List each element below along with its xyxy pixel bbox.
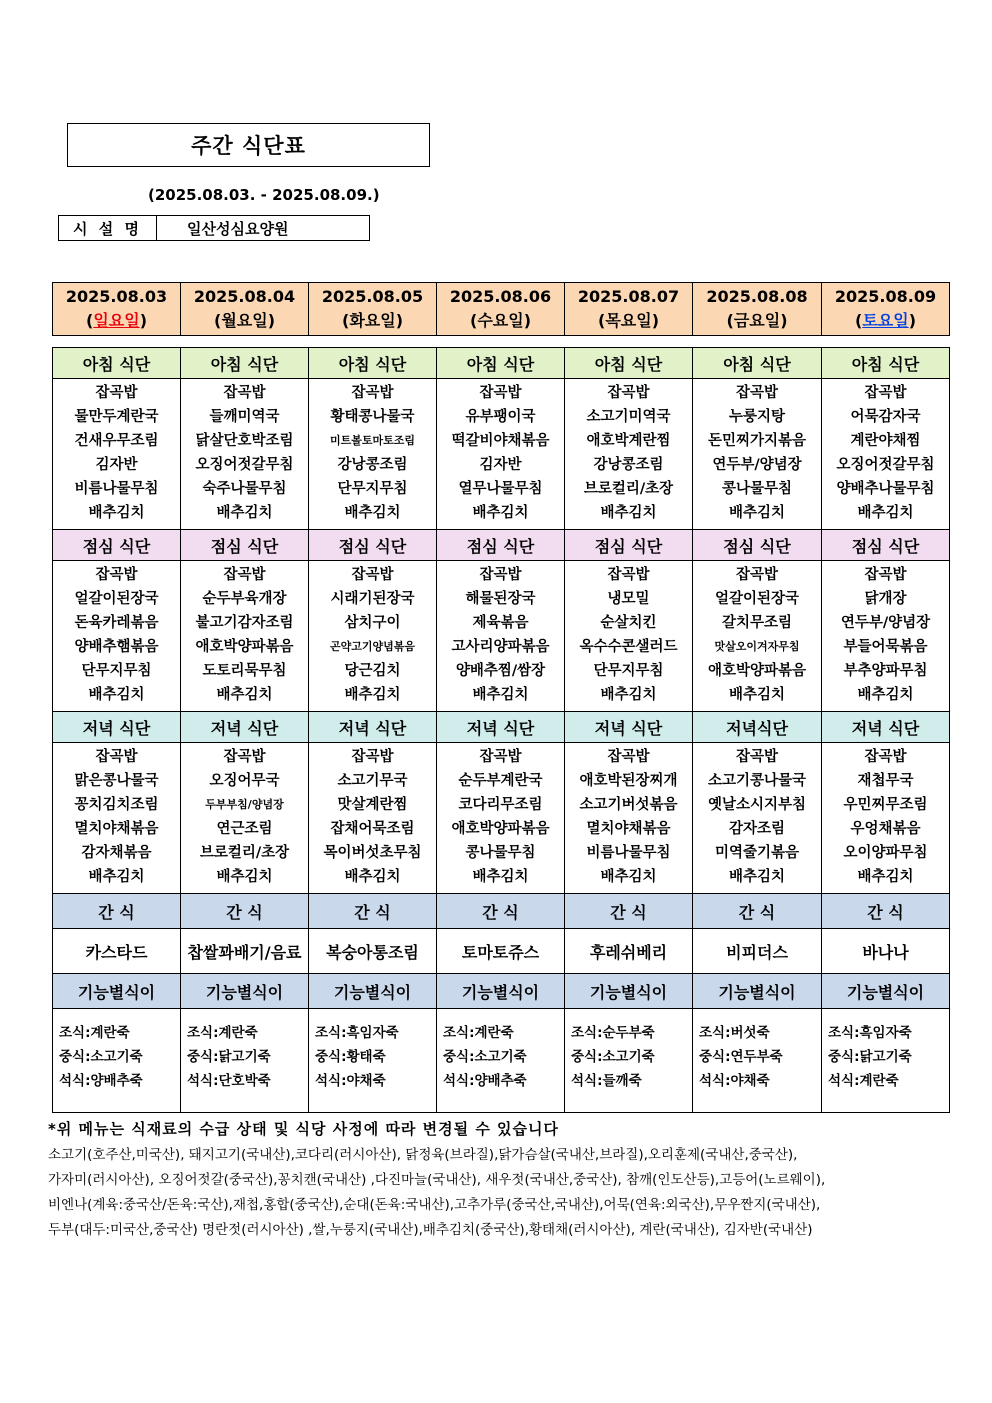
functional-item: 중식:소고기죽	[443, 1049, 527, 1065]
menu-item: 삼치구이	[344, 615, 401, 631]
weekday-text: 월요일	[221, 311, 268, 330]
functional-item: 조식:흑임자죽	[828, 1025, 912, 1041]
lunch-header-row	[53, 530, 950, 561]
menu-item: 배추김치	[216, 505, 273, 521]
functional-cell	[309, 1009, 437, 1113]
date-cell: 2025.08.06 (수요일)	[437, 283, 565, 336]
menu-item: 잡곡밥	[735, 567, 779, 583]
functional-item: 중식:닭고기죽	[187, 1049, 271, 1065]
menu-item: 배추김치	[472, 505, 529, 521]
menu-item: 배추김치	[728, 687, 786, 703]
menu-item: 애호박된장찌개	[579, 773, 678, 789]
functional-item: 조식:흑임자죽	[315, 1025, 399, 1041]
menu-item: 미역줄기볶음	[714, 845, 800, 861]
menu-item: 우민찌무조림	[843, 797, 928, 813]
menu-item: 꽁치김치조림	[74, 797, 159, 813]
menu-item: 배추김치	[600, 869, 657, 885]
menu-item: 배추김치	[600, 505, 657, 521]
functional-item: 중식:소고기죽	[59, 1049, 143, 1065]
menu-item: 당근김치	[344, 663, 401, 679]
origin-line: 소고기(호주산,미국산), 돼지고기(국내산),코다리(러시아산), 닭정육(브라질),닭가슴살(국내산,브라질),오리훈제(국내산,중국산),	[48, 1147, 798, 1163]
lunch-menu-cell	[309, 561, 437, 712]
dinner-header: 저녁 식단	[437, 712, 565, 743]
period-label: (2025.08.03. - 2025.08.09.)	[148, 186, 380, 204]
menu-item: 옥수수콘샐러드	[579, 639, 678, 655]
menu-item: 계란야채찜	[850, 433, 921, 449]
breakfast-menu-row	[53, 379, 950, 530]
menu-item: 배추김치	[472, 687, 529, 703]
dinner-menu-cell	[437, 743, 565, 894]
menu-item: 해물된장국	[465, 591, 536, 607]
menu-item: 두부부침/양념장	[205, 798, 284, 811]
menu-item: 재첩무국	[857, 773, 914, 789]
menu-item: 양배추찜/쌈장	[455, 663, 546, 679]
menu-item: 고사리양파볶음	[451, 639, 550, 655]
menu-item: 열무나물무침	[458, 481, 543, 497]
menu-item: 잡곡밥	[864, 749, 907, 765]
menu-item: 돈민찌가지볶음	[707, 433, 807, 449]
breakfast-header: 아침 식단	[437, 348, 565, 379]
date-cell: 2025.08.07 (목요일)	[565, 283, 693, 336]
snack-header: 간 식	[309, 894, 437, 929]
menu-item: 단무지무침	[337, 481, 408, 497]
functional-item: 조식:계란죽	[187, 1025, 258, 1041]
lunch-header: 점심 식단	[181, 530, 309, 561]
menu-item: 갈치무조림	[721, 615, 793, 631]
menu-item: 소고기무국	[337, 773, 408, 789]
snack-header: 간 식	[53, 894, 181, 929]
functional-cell	[693, 1009, 822, 1113]
menu-item: 불고기감자조림	[195, 615, 294, 631]
dinner-menu-cell	[53, 743, 181, 894]
lunch-header: 점심 식단	[565, 530, 693, 561]
functional-cell	[565, 1009, 693, 1113]
weekday-text: 금요일	[733, 311, 781, 330]
snack-header: 간 식	[565, 894, 693, 929]
menu-item: 얼갈이된장국	[74, 591, 159, 607]
origin-line: 두부(대두:미국산,중국산) 명란젓(러시아산) ,쌀,누룽지(국내산),배추김치(중국산),황태채(러시아산), 계란(국내산), 김자반(국내산)	[48, 1222, 813, 1238]
functional-item: 조식:순두부죽	[571, 1025, 655, 1041]
dinner-header: 저녁 식단	[822, 712, 950, 743]
menu-item: 배추김치	[344, 505, 401, 521]
menu-item: 양배추나물무침	[836, 481, 935, 497]
snack-header: 간 식	[822, 894, 950, 929]
functional-item: 석식:단호박죽	[187, 1073, 271, 1089]
weekday-text: 화요일	[349, 311, 396, 330]
lunch-menu-cell	[181, 561, 309, 712]
menu-item: 애호박양파볶음	[195, 639, 294, 655]
menu-item: 오이양파무침	[843, 845, 928, 861]
date-cell: 2025.08.09 (토요일)	[822, 283, 950, 336]
functional-item: 중식:소고기죽	[571, 1049, 655, 1065]
breakfast-menu-cell	[822, 379, 950, 530]
lunch-header: 점심 식단	[437, 530, 565, 561]
menu-item: 잡곡밥	[607, 567, 650, 583]
breakfast-header: 아침 식단	[53, 348, 181, 379]
menu-item: 떡갈비야채볶음	[451, 433, 550, 449]
menu-item: 단무지무침	[81, 663, 152, 679]
menu-item: 잡곡밥	[351, 567, 394, 583]
menu-item: 곤약고기양념볶음	[329, 640, 415, 653]
menu-item: 멸치야채볶음	[586, 821, 671, 837]
notice-section	[48, 1118, 948, 1243]
origin-info	[48, 1143, 948, 1243]
menu-item: 코다리무조림	[458, 797, 543, 813]
snack-header-row	[53, 894, 950, 929]
menu-item: 콩나물무침	[721, 481, 793, 497]
origin-line: 비엔나(계육:중국산/돈육:국산),재첩,홍합(중국산),순대(돈육:국내산),고추가루(중국산,국내산),어묵(연육:외국산),무우짠지(국내산),	[48, 1197, 821, 1213]
menu-item: 옛날소시지부침	[707, 797, 807, 813]
menu-item: 애호박계란찜	[586, 433, 671, 449]
snack-cell: 복숭아통조림	[309, 929, 437, 974]
menu-item: 배추김치	[600, 687, 657, 703]
snack-row	[53, 929, 950, 974]
menu-item: 잡곡밥	[351, 385, 394, 401]
breakfast-menu-cell	[565, 379, 693, 530]
menu-item: 비름나물무침	[74, 481, 159, 497]
snack-header: 간 식	[693, 894, 822, 929]
menu-item: 배추김치	[857, 505, 914, 521]
breakfast-header: 아침 식단	[822, 348, 950, 379]
menu-item: 애호박양파볶음	[707, 663, 807, 679]
date-text: 2025.08.06	[449, 287, 552, 306]
functional-cell	[437, 1009, 565, 1113]
date-text: 2025.08.08	[706, 287, 808, 306]
menu-item: 연근조림	[216, 821, 273, 837]
menu-item: 배추김치	[857, 687, 914, 703]
functional-item: 석식:야채죽	[699, 1073, 770, 1089]
lunch-menu-cell	[565, 561, 693, 712]
lunch-menu-cell	[437, 561, 565, 712]
menu-item: 오징어젓갈무침	[195, 457, 294, 473]
snack-cell: 토마토쥬스	[437, 929, 565, 974]
breakfast-header: 아침 식단	[693, 348, 822, 379]
menu-item: 배추김치	[88, 869, 145, 885]
functional-item: 석식:계란죽	[828, 1073, 899, 1089]
menu-item: 제육볶음	[472, 615, 529, 631]
menu-item: 오징어젓갈무침	[836, 457, 935, 473]
date-cell: 2025.08.04 (월요일)	[181, 283, 309, 336]
breakfast-menu-cell	[53, 379, 181, 530]
menu-item: 잡곡밥	[223, 385, 266, 401]
menu-item: 배추김치	[728, 869, 786, 885]
lunch-header: 점심 식단	[53, 530, 181, 561]
notice-title: *위 메뉴는 식재료의 수급 상태 및 식당 사정에 따라 변경될 수 있습니다	[48, 1120, 560, 1138]
snack-cell: 후레쉬베리	[565, 929, 693, 974]
menu-item: 브로컬리/초장	[199, 845, 290, 861]
menu-item: 김자반	[479, 457, 522, 473]
weekday-text: 수요일	[477, 311, 524, 330]
date-cell: 2025.08.03 (일요일)	[53, 283, 181, 336]
menu-item: 잡곡밥	[735, 385, 779, 401]
dinner-menu-row	[53, 743, 950, 894]
functional-header: 기능별식이	[693, 974, 822, 1009]
lunch-header: 점심 식단	[693, 530, 822, 561]
snack-header: 간 식	[181, 894, 309, 929]
snack-header: 간 식	[437, 894, 565, 929]
breakfast-menu-cell	[309, 379, 437, 530]
date-row	[53, 283, 950, 336]
functional-header: 기능별식이	[53, 974, 181, 1009]
functional-item: 중식:황태죽	[315, 1049, 386, 1065]
menu-item: 시래기된장국	[330, 591, 415, 607]
menu-item: 냉모밀	[607, 591, 650, 607]
menu-item: 잡곡밥	[95, 749, 138, 765]
menu-item: 잡곡밥	[479, 749, 522, 765]
breakfast-header-row	[53, 348, 950, 379]
functional-item: 석식:양배추죽	[59, 1073, 143, 1089]
menu-item: 멸치야채볶음	[74, 821, 159, 837]
date-text: 2025.08.03	[65, 287, 168, 306]
dinner-header-row	[53, 712, 950, 743]
menu-item: 부들어묵볶음	[843, 639, 928, 655]
lunch-menu-cell	[822, 561, 950, 712]
page-title: 주간 식단표	[67, 123, 430, 167]
dinner-header: 저녁 식단	[309, 712, 437, 743]
functional-item: 석식:야채죽	[315, 1073, 386, 1089]
functional-header: 기능별식이	[565, 974, 693, 1009]
menu-item: 순두부육개장	[202, 591, 287, 607]
facility-label: 시 설 명	[59, 216, 157, 240]
dinner-header: 저녁 식단	[181, 712, 309, 743]
functional-cell	[822, 1009, 950, 1113]
menu-item: 김자반	[95, 457, 138, 473]
date-cell: 2025.08.08 (금요일)	[693, 283, 822, 336]
breakfast-menu-cell	[181, 379, 309, 530]
menu-item: 잡곡밥	[607, 749, 650, 765]
snack-cell: 비피더스	[693, 929, 822, 974]
functional-cell	[53, 1009, 181, 1113]
menu-item: 배추김치	[88, 687, 145, 703]
menu-item: 연두부/양념장	[840, 615, 931, 631]
functional-cell	[181, 1009, 309, 1113]
menu-item: 단무지무침	[593, 663, 664, 679]
menu-item: 소고기미역국	[586, 409, 671, 425]
menu-item: 미트볼토마토조림	[329, 434, 415, 447]
menu-item: 감자채볶음	[81, 845, 152, 861]
functional-header: 기능별식이	[437, 974, 565, 1009]
weekday-text: 일요일	[93, 311, 140, 330]
menu-item: 목이버섯초무침	[323, 845, 422, 861]
dinner-menu-cell	[181, 743, 309, 894]
functional-item: 중식:연두부죽	[699, 1049, 783, 1065]
dinner-menu-cell	[565, 743, 693, 894]
menu-item: 소고기버섯볶음	[579, 797, 678, 813]
menu-item: 숙주나물무침	[202, 481, 287, 497]
date-cell: 2025.08.05 (화요일)	[309, 283, 437, 336]
lunch-menu-cell	[53, 561, 181, 712]
menu-item: 유부팽이국	[465, 409, 536, 425]
date-text: 2025.08.07	[577, 287, 680, 306]
menu-item: 건새우무조림	[74, 433, 159, 449]
menu-item: 오징어무국	[209, 773, 280, 789]
breakfast-menu-cell	[693, 379, 822, 530]
menu-item: 잡곡밥	[95, 385, 138, 401]
menu-item: 황태콩나물국	[330, 409, 415, 425]
menu-item: 배추김치	[472, 869, 529, 885]
functional-item: 조식:계란죽	[59, 1025, 130, 1041]
date-text: 2025.08.04	[193, 287, 296, 306]
menu-table	[52, 347, 950, 1113]
menu-item: 배추김치	[344, 869, 401, 885]
origin-line: 가자미(러시아산), 오징어젓갈(중국산),꽁치캔(국내산) ,다진마늘(국내산), 새우젓(국내산,중국산), 참깨(인도산등),고등어(노르웨이),	[48, 1172, 826, 1188]
menu-item: 닭개장	[864, 591, 907, 607]
menu-item: 브로컬리/초장	[583, 481, 674, 497]
lunch-menu-row	[53, 561, 950, 712]
menu-item: 잡곡밥	[223, 749, 266, 765]
menu-item: 강낭콩조림	[593, 457, 664, 473]
lunch-header: 점심 식단	[309, 530, 437, 561]
facility-name: 일산성심요양원	[187, 219, 289, 238]
weekday-text: 목요일	[605, 311, 652, 330]
dinner-menu-cell	[693, 743, 822, 894]
functional-row	[53, 1009, 950, 1113]
menu-item: 잡곡밥	[351, 749, 394, 765]
menu-item: 물만두계란국	[74, 409, 159, 425]
menu-item: 잡채어묵조림	[330, 821, 415, 837]
menu-item: 어묵감자국	[850, 409, 921, 425]
menu-item: 순두부계란국	[458, 773, 543, 789]
lunch-menu-cell	[693, 561, 822, 712]
functional-item: 석식:양배추죽	[443, 1073, 527, 1089]
breakfast-menu-cell	[437, 379, 565, 530]
date-text: 2025.08.05	[321, 287, 424, 306]
functional-item: 조식:계란죽	[443, 1025, 514, 1041]
menu-item: 잡곡밥	[864, 385, 907, 401]
dinner-header: 저녁식단	[693, 712, 822, 743]
menu-item: 양배추햄볶음	[74, 639, 159, 655]
menu-item: 잡곡밥	[607, 385, 650, 401]
functional-header: 기능별식이	[822, 974, 950, 1009]
dinner-menu-cell	[822, 743, 950, 894]
weekday-text: 토요일	[862, 311, 909, 330]
menu-item: 배추김치	[344, 687, 401, 703]
functional-header-row	[53, 974, 950, 1009]
menu-item: 소고기콩나물국	[707, 773, 807, 789]
menu-item: 얼갈이된장국	[714, 591, 800, 607]
menu-item: 누룽지탕	[728, 409, 786, 425]
menu-item: 연두부/양념장	[712, 457, 802, 473]
dinner-header: 저녁 식단	[53, 712, 181, 743]
menu-item: 배추김치	[88, 505, 145, 521]
menu-item: 잡곡밥	[479, 567, 522, 583]
menu-item: 비름나물무침	[586, 845, 671, 861]
functional-item: 석식:들깨죽	[571, 1073, 642, 1089]
menu-item: 콩나물무침	[465, 845, 536, 861]
menu-item: 잡곡밥	[95, 567, 138, 583]
menu-item: 배추김치	[216, 687, 273, 703]
functional-item: 중식:닭고기죽	[828, 1049, 912, 1065]
menu-item: 맛살계란찜	[337, 797, 408, 813]
menu-item: 잡곡밥	[864, 567, 907, 583]
menu-item: 배추김치	[728, 505, 786, 521]
menu-item: 잡곡밥	[735, 749, 779, 765]
breakfast-header: 아침 식단	[181, 348, 309, 379]
menu-item: 순살치킨	[600, 615, 657, 631]
functional-header: 기능별식이	[181, 974, 309, 1009]
lunch-header: 점심 식단	[822, 530, 950, 561]
menu-item: 맛살오이겨자무침	[714, 640, 800, 653]
menu-item: 잡곡밥	[223, 567, 266, 583]
breakfast-header: 아침 식단	[309, 348, 437, 379]
menu-item: 도토리묵무침	[202, 663, 287, 679]
snack-cell: 바나나	[822, 929, 950, 974]
menu-item: 잡곡밥	[479, 385, 522, 401]
breakfast-header: 아침 식단	[565, 348, 693, 379]
menu-item: 배추김치	[216, 869, 273, 885]
menu-item: 배추김치	[857, 869, 914, 885]
dinner-header: 저녁 식단	[565, 712, 693, 743]
functional-header: 기능별식이	[309, 974, 437, 1009]
menu-item: 강낭콩조림	[337, 457, 408, 473]
menu-item: 돈육카레볶음	[74, 615, 159, 631]
menu-item: 맑은콩나물국	[74, 773, 159, 789]
facility-box	[58, 215, 370, 241]
dates-table	[52, 282, 950, 336]
menu-item: 닭살단호박조림	[195, 433, 294, 449]
menu-item: 우엉채볶음	[850, 821, 921, 837]
functional-item: 조식:버섯죽	[699, 1025, 770, 1041]
snack-cell: 찹쌀꽈배기/음료	[181, 929, 309, 974]
snack-cell: 카스타드	[53, 929, 181, 974]
menu-item: 부추양파무침	[843, 663, 928, 679]
menu-item: 애호박양파볶음	[451, 821, 550, 837]
menu-item: 감자조림	[728, 821, 786, 837]
date-text: 2025.08.09	[834, 287, 937, 306]
dinner-menu-cell	[309, 743, 437, 894]
menu-item: 들깨미역국	[209, 409, 280, 425]
